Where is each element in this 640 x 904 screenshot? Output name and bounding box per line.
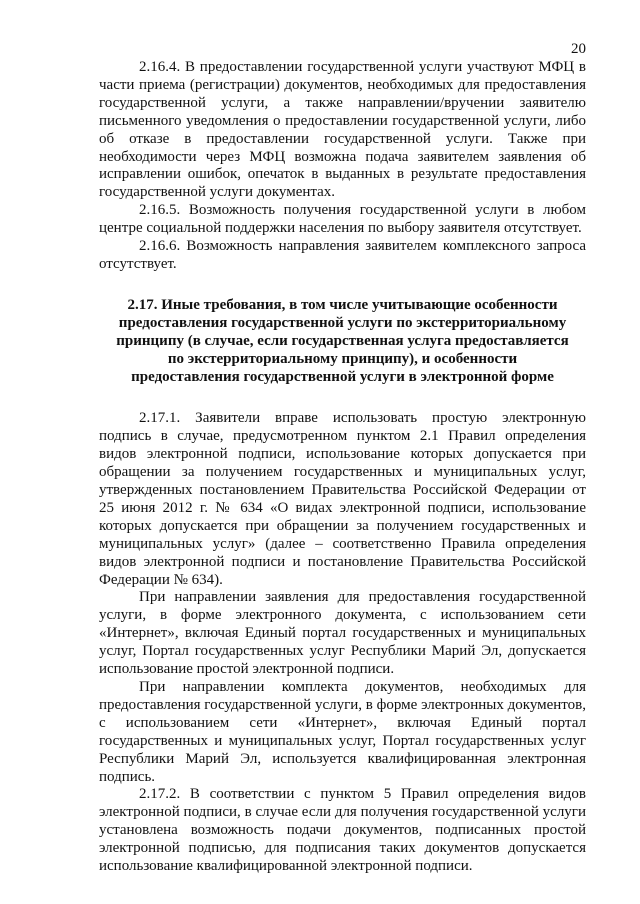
page-number: 20 xyxy=(571,41,586,57)
paragraph-qualified-signature: При направлении комплекта документов, необходимых для предоставления государственной услуги, в форме электронных документов, с использованием сети «Интернет», включая Единый портал государственных и муниципальных услуг, Портал государственных услуг Республики Марий Эл, используется квалифицированная электронная подпись. xyxy=(99,679,586,785)
paragraph-2-16-5: 2.16.5. Возможность получения государственной услуги в любом центре социальной поддержки населения по выбору заявителя отсутствует. xyxy=(99,202,586,237)
paragraph-2-16-4: 2.16.4. В предоставлении государственной услуги участвуют МФЦ в части приема (регистрации) документов, необходимых для предоставления государственной услуги, а также направлении/вручении заявителю письменного уведомления о предоставлении государственной услуги, либо об отказе в предоставлении государственной услуги. Также при необходимости через МФЦ возможна подача заявителем заявления об исправлении ошибок, опечаток в выданных в результате предоставления государственной услуги документах. xyxy=(99,59,586,201)
section-heading-2-17: 2.17. Иные требования, в том числе учитывающие особенности предоставления государственной услуги по экстерриториальному принципу (в случае, если государственная услуга предоставляется по экстерриториальному принципу), и особенности предоставления государственной услуги в электронной форме xyxy=(116,296,569,385)
paragraph-2-16-6: 2.16.6. Возможность направления заявителем комплексного запроса отсутствует. xyxy=(99,238,586,272)
paragraph-simple-signature: При направлении заявления для предоставления государственной услуги, в форме электронного документа, с использованием сети «Интернет», включая Единый портал государственных и муниципальных услуг, Портал государственных услуг Республики Марий Эл, допускается использование простой электронной подписи. xyxy=(99,589,586,678)
document-body xyxy=(99,59,586,876)
paragraph-2-17-1: 2.17.1. Заявители вправе использовать простую электронную подпись в случае, предусмотренном пунктом 2.1 Правил определения видов электронной подписи, использование которых допускается при обращении за получением государственных и муниципальных услуг, утвержденных постановлением Правительства Российской Федерации от 25 июня 2012 г. № 634 «О видах электронной подписи, использование которых допускается при обращении за получением государственных и муниципальных услуг» (далее – соответственно Правила определения видов электронной подписи и постановление Правительства Российской Федерации № 634). xyxy=(99,410,586,588)
paragraph-2-17-2: 2.17.2. В соответствии с пунктом 5 Правил определения видов электронной подписи, в случае если для получения государственной услуги установлена возможность подачи документов, подписанных простой электронной подписью, для подписания таких документов допускается использование квалифицированной электронной подписи. xyxy=(99,786,586,875)
